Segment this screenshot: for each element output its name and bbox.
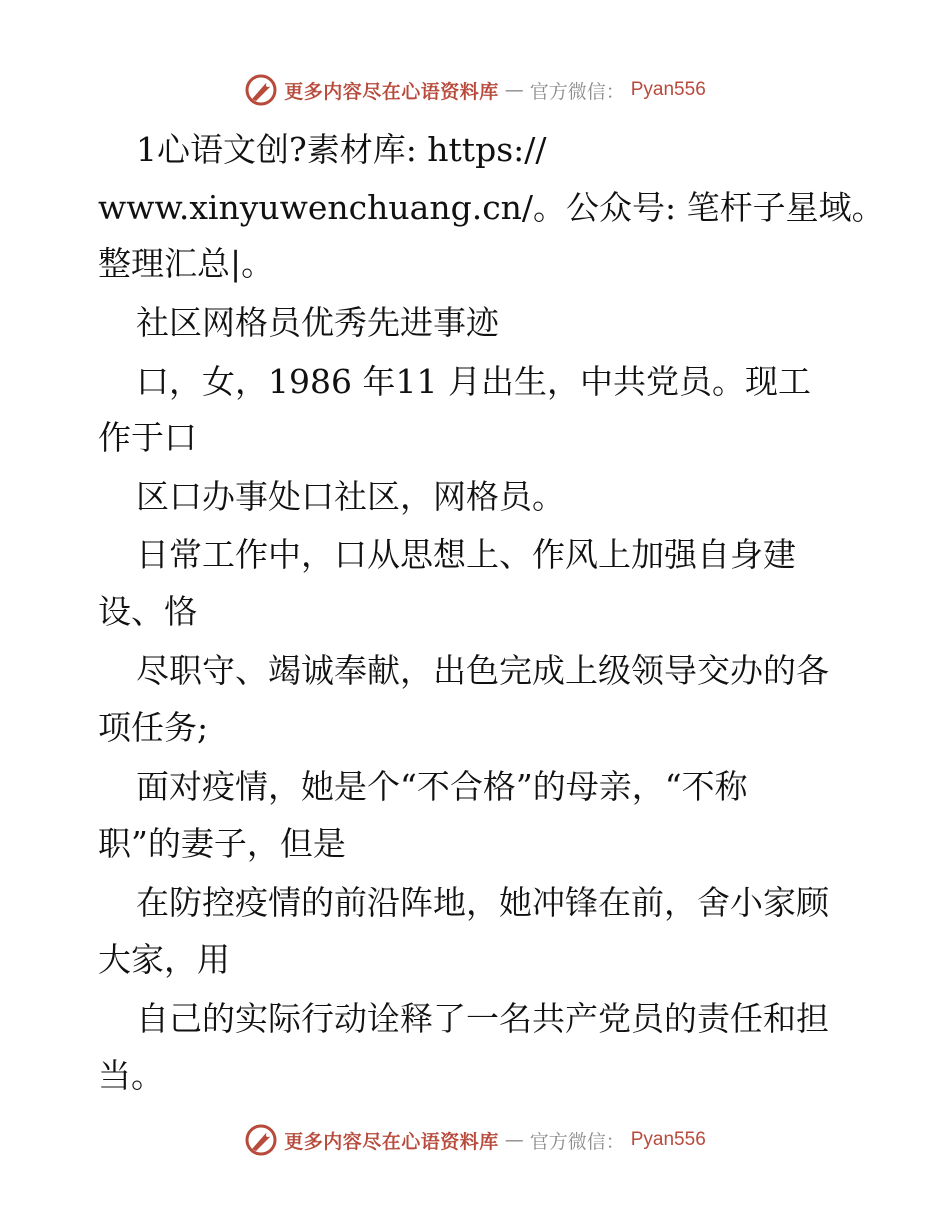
pen-logo-icon — [244, 1123, 278, 1157]
text-line: 尽职守、竭诚奉献，出色完成上级领导交办的各 — [136, 651, 829, 690]
text-line: 职”的妻子，但是 — [98, 824, 346, 863]
banner-wechat-id: Pyan556 — [630, 1129, 706, 1150]
pen-logo-icon — [244, 73, 278, 107]
text-line: 口，女，1986 年11 月出生，中共党员。现工 — [136, 362, 811, 401]
text-line: 项任务; — [98, 708, 209, 747]
banner-wechat-label: 官方微信： — [529, 1130, 625, 1153]
text-line: 设、恪 — [98, 592, 197, 631]
text-line: 自己的实际行动诠释了一名共产党员的责任和担 — [136, 999, 829, 1038]
header-banner — [0, 70, 950, 110]
banner-dash: — — [504, 1129, 524, 1151]
text-line: 区口办事处口社区，网格员。 — [136, 477, 565, 516]
text-line: 在防控疫情的前沿阵地，她冲锋在前，舍小家顾 — [136, 883, 829, 922]
text-line: 大家，用 — [98, 940, 230, 979]
banner-title: 更多内容尽在心语资料库 — [284, 80, 499, 103]
text-line: 当。 — [98, 1056, 164, 1095]
text-line: 日常工作中，口从思想上、作风上加强自身建 — [136, 535, 796, 574]
banner-dash: — — [504, 79, 524, 101]
text-line: 面对疫情，她是个“不合格”的母亲，“不称 — [136, 767, 748, 806]
banner-title: 更多内容尽在心语资料库 — [284, 1130, 499, 1153]
text-line: www.xinyuwenchuang.cn/。公众号: 笔杆子星域。 — [98, 188, 885, 227]
banner-wechat-id: Pyan556 — [630, 79, 706, 100]
banner-wechat-label: 官方微信： — [529, 80, 625, 103]
document-heading: 社区网格员优秀先进事迹 — [136, 303, 499, 342]
text-line: 整理汇总|。 — [98, 244, 275, 283]
text-line: 作于口 — [98, 418, 197, 457]
footer-banner — [0, 1120, 950, 1160]
text-line: 1心语文创?素材库: https:// — [136, 130, 547, 169]
